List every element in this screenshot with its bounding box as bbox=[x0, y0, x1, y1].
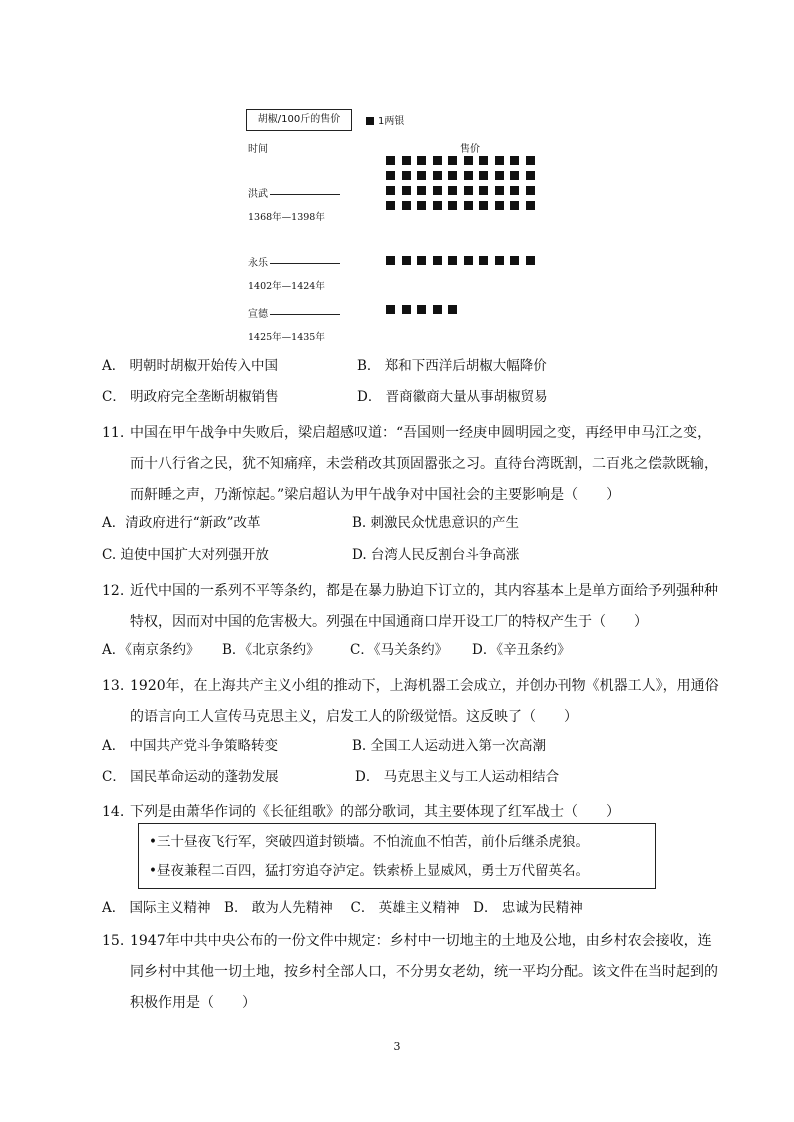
silver-tael-square bbox=[510, 171, 519, 180]
silver-tael-square bbox=[479, 201, 488, 210]
silver-tael-square bbox=[464, 256, 473, 265]
silver-tael-square bbox=[402, 201, 411, 210]
column-time-header: 时间 bbox=[248, 144, 268, 155]
silver-tael-square bbox=[386, 171, 395, 180]
silver-tael-square bbox=[526, 186, 535, 195]
q14-options: A． 国际主义精神 B． 敢为人先精神 C． 英雄主义精神 D． 忠诚为民精神 bbox=[102, 900, 583, 916]
q12-option-b: B．《北京条约》 bbox=[222, 642, 320, 658]
silver-tael-square bbox=[433, 186, 442, 195]
silver-tael-square bbox=[464, 156, 473, 165]
silver-tael-square bbox=[402, 171, 411, 180]
silver-tael-square bbox=[510, 256, 519, 265]
q12-stem bbox=[102, 576, 722, 638]
q10-option-d: D． 晋商徽商大量从事胡椒贸易 bbox=[357, 389, 548, 405]
silver-tael-square bbox=[448, 186, 457, 195]
silver-tael-square bbox=[433, 201, 442, 210]
q11-number: 11. bbox=[102, 425, 125, 441]
era-name: 永乐 bbox=[248, 258, 268, 269]
era-yongle bbox=[248, 254, 340, 292]
silver-tael-square bbox=[495, 201, 504, 210]
q13-text: 1920年，在上海共产主义小组的推动下，上海机器工会成立，并创办刊物《机器工人》，用通俗的语言向工人宣传马克思主义，启发工人的阶级觉悟。这反映了（ ） bbox=[130, 678, 719, 725]
q14-text: 下列是由萧华作词的《长征组歌》的部分歌词，其主要体现了红军战士（ ） bbox=[130, 804, 620, 820]
figure-title: 胡椒/100斤的售价 bbox=[246, 109, 352, 131]
silver-tael-square bbox=[510, 201, 519, 210]
leader-line bbox=[270, 314, 340, 315]
silver-tael-square bbox=[386, 201, 395, 210]
silver-tael-square bbox=[495, 186, 504, 195]
era-range: 1425年—1435年 bbox=[248, 332, 325, 343]
silver-tael-square bbox=[479, 256, 488, 265]
q10-option-b: B． 郑和下西洋后胡椒大幅降价 bbox=[357, 358, 547, 374]
silver-tael-square bbox=[402, 305, 411, 314]
silver-tael-square bbox=[417, 156, 426, 165]
silver-tael-square bbox=[495, 256, 504, 265]
silver-tael-square bbox=[495, 156, 504, 165]
lyrics-box bbox=[138, 823, 656, 889]
silver-tael-square bbox=[526, 256, 535, 265]
silver-tael-square bbox=[479, 171, 488, 180]
lyric-line-1: •三十昼夜飞行军，突破四道封锁墙。不怕流血不怕苦，前仆后继杀虎狼。 bbox=[149, 834, 589, 850]
silver-tael-square bbox=[526, 156, 535, 165]
silver-tael-square bbox=[464, 201, 473, 210]
legend-label: 1两银 bbox=[378, 116, 405, 127]
q12-option-c: C．《马关条约》 bbox=[350, 642, 449, 658]
silver-tael-square bbox=[417, 186, 426, 195]
silver-tael-square bbox=[433, 156, 442, 165]
q12-text: 近代中国的一系列不平等条约，都是在暴力胁迫下订立的，其内容基本上是单方面给予列强种种特权，因而对中国的危害极大。列强在中国通商口岸开设工厂的特权产生于（ ） bbox=[130, 583, 718, 630]
era-name: 宣德 bbox=[248, 309, 268, 320]
q13-option-d: D． 马克思主义与工人运动相结合 bbox=[355, 769, 560, 785]
era-range: 1368年—1398年 bbox=[248, 212, 325, 223]
q11-option-b: B. 刺激民众忧患意识的产生 bbox=[352, 515, 520, 531]
silver-tael-square bbox=[417, 305, 426, 314]
figure-legend bbox=[366, 112, 404, 127]
legend-square-icon bbox=[366, 117, 374, 125]
silver-tael-square bbox=[464, 171, 473, 180]
q12-option-d: D．《辛丑条约》 bbox=[472, 642, 571, 658]
era-xuande bbox=[248, 305, 340, 343]
q11-text: 中国在甲午战争中失败后，梁启超感叹道：“吾国则一经庚申圆明园之变，再经甲申马江之变，而十八行省之民，犹不知痛痒，未尝稍改其顶固嚣张之习。直待台湾既割，二百兆之偿款既输，而鼾睡之声，乃渐惊起。”梁启超认为甲午战争对中国社会的主要影响是（ ） bbox=[130, 425, 718, 503]
silver-tael-square bbox=[526, 171, 535, 180]
q11-option-d: D. 台湾人民反割台斗争高涨 bbox=[352, 547, 520, 563]
silver-tael-square bbox=[386, 256, 395, 265]
silver-tael-square bbox=[417, 256, 426, 265]
q12-number: 12. bbox=[102, 583, 125, 599]
q13-option-a: A． 中国共产党斗争策略转变 bbox=[102, 738, 279, 754]
silver-tael-square bbox=[448, 201, 457, 210]
q10-option-c: C． 明政府完全垄断胡椒销售 bbox=[102, 389, 279, 405]
q11-option-c: C. 迫使中国扩大对列强开放 bbox=[102, 547, 269, 563]
pepper-price-figure bbox=[238, 100, 568, 345]
q15-number: 15. bbox=[102, 933, 125, 949]
q15-stem bbox=[102, 926, 722, 1019]
silver-tael-square bbox=[526, 201, 535, 210]
lyric-line-2: •昼夜兼程二百四，猛打穷追夺泸定。铁索桥上显威风，勇士万代留英名。 bbox=[149, 863, 589, 879]
column-price-header: 售价 bbox=[460, 144, 480, 155]
silver-tael-square bbox=[479, 156, 488, 165]
silver-tael-square bbox=[386, 186, 395, 195]
silver-tael-square bbox=[402, 186, 411, 195]
silver-tael-square bbox=[448, 171, 457, 180]
q13-option-c: C． 国民革命运动的蓬勃发展 bbox=[102, 769, 279, 785]
era-range: 1402年—1424年 bbox=[248, 281, 325, 292]
silver-tael-square bbox=[386, 156, 395, 165]
page-number: 3 bbox=[393, 1040, 401, 1053]
silver-tael-square bbox=[495, 171, 504, 180]
silver-tael-square bbox=[448, 256, 457, 265]
silver-tael-square bbox=[417, 171, 426, 180]
silver-tael-square bbox=[386, 305, 395, 314]
silver-tael-square bbox=[433, 305, 442, 314]
q15-text: 1947年中共中央公布的一份文件中规定：乡村中一切地主的土地及公地，由乡村农会接收，连同乡村中其他一切土地，按乡村全部人口，不分男女老幼，统一平均分配。该文件在当时起到的积极作用是（ ） bbox=[130, 933, 718, 1011]
q13-option-b: B. 全国工人运动进入第一次高潮 bbox=[352, 738, 547, 754]
era-name: 洪武 bbox=[248, 189, 268, 200]
silver-tael-square bbox=[510, 186, 519, 195]
silver-tael-square bbox=[510, 156, 519, 165]
silver-tael-square bbox=[448, 156, 457, 165]
q12-option-a: A．《南京条约》 bbox=[102, 642, 200, 658]
silver-tael-square bbox=[433, 256, 442, 265]
silver-tael-square bbox=[402, 156, 411, 165]
q13-number: 13. bbox=[102, 678, 125, 694]
leader-line bbox=[270, 263, 340, 264]
silver-tael-square bbox=[464, 186, 473, 195]
silver-tael-square bbox=[479, 186, 488, 195]
silver-tael-square bbox=[448, 305, 457, 314]
q11-stem bbox=[102, 418, 722, 511]
q14-number: 14. bbox=[102, 804, 125, 820]
silver-tael-square bbox=[433, 171, 442, 180]
q10-option-a: A． 明朝时胡椒开始传入中国 bbox=[102, 358, 279, 374]
q13-stem bbox=[102, 671, 722, 733]
silver-tael-square bbox=[417, 201, 426, 210]
q11-option-a: A．清政府进行“新政”改革 bbox=[102, 515, 261, 531]
leader-line bbox=[270, 194, 340, 195]
silver-tael-square bbox=[402, 256, 411, 265]
era-hongwu bbox=[248, 185, 340, 223]
